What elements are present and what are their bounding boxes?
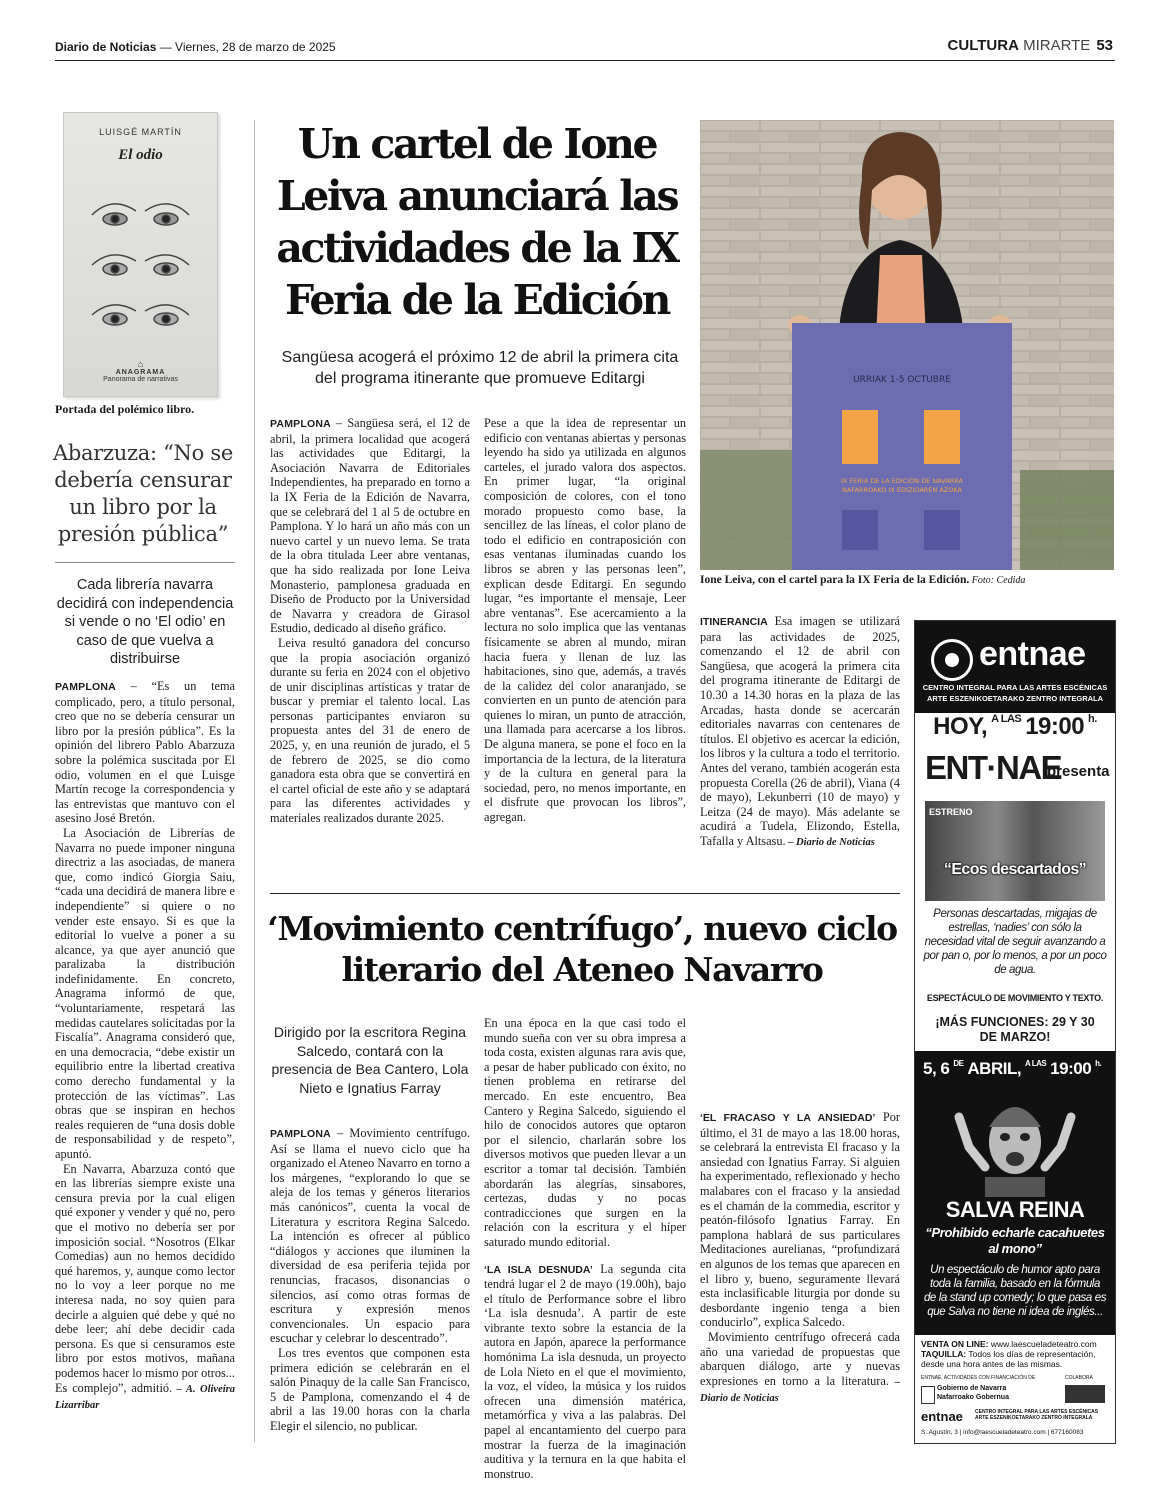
photo-caption-text: Ione Leiva, con el cartel para la IX Feria de la Edición. [700,574,970,586]
ecos-descartados-image [925,801,1105,901]
ad-online-line [921,1339,1111,1349]
publisher-name: ANAGRAMA [115,369,166,376]
ad-date2: 5, 6 [923,1059,950,1078]
second-paragraph-4: La segunda cita tendrá lugar el 2 de mayo (19.00h), bajo el título de Performance sobre el libro ‘La isla desnuda’. A partir de este vibrante texto sobre la estancia de la autora en Japón, aparece la performance homónima La isla desnuda, un proyecto de Lola Nieto en el que el movimiento, la voz, el vídeo, la música y los ruidos ofrecen una dimensión matérica, metamórfica y viva a las palabras. Del papel al encantamiento del cuerpo para mostrar la fuerza de la imaginación auditiva y la ternura en la que habita el monstruo. [484,1261,686,1481]
salva-reina-panel [915,1051,1115,1443]
ad-premiere-label: ESTRENO [929,807,973,817]
ad-time: 19:00 [1025,713,1085,740]
ad-more-shows: ¡MÁS FUNCIONES: 29 Y 30 DE MARZO! [935,1015,1095,1044]
main-signature: – Diario de Noticias [785,836,875,848]
ad-show2-title: “Prohibido echarle cacahuetes al mono” [925,1225,1105,1256]
ad-tagline-2: ARTE ESZENIKOETARAKO ZENTRO INTEGRALA [926,694,1104,703]
poster-line-2: NAFARROAKO IX EDIZIOAREN AZOKA [842,486,962,494]
ad-date2-sup: DE [953,1059,964,1068]
main-headline: Un cartel de Ione Leiva anunciará las actividades de la IX Feria de la Edición [276,120,678,324]
ad-show1-title: “Ecos descartados” [943,861,1087,878]
ad-show1-type: ESPECTÁCULO DE MOVIMIENTO Y TEXTO. [926,993,1104,1003]
ad-footer-brand: entnae [921,1409,963,1424]
second-signature: – Diario de Noticias [700,1376,900,1405]
second-paragraph-3: En una época en la que casi todo el mundo sueña con ver su obra impresa a toda costa, existen algunas rara avis que, a pesar de haber publicado con éxito, no tienen problema en retirarse del mercado. En este encuentro, Bea Cantero y Regina Salcedo, siguiendo el hilo de conocidos autores que optaron por el silencio, charlarán sobre los diversos motivos que pueden llevar a un escritor a tomar tal decisión. También abordarán las alegrías, sinsabores, certezas, dudas y no pocas contradicciones que surgen en la relación con la escritura y el híper saturado mundo editorial. [484,1016,686,1249]
section-name: CULTURA [947,37,1019,54]
photo-caption [700,574,1025,586]
second-paragraph-1: – Movimiento centrífugo. Así se llama el nuevo ciclo que ha organizado el Ateneo Navarro en torno a los márgenes, “explorando lo que se aleja de los temas y géneros literarios más canónicos”, cuenta la vocal de Literatura y escritora Regina Salcedo. La intención es ofrecer al público “diálogos y acciones que iluminen la diversidad de esa periferia tejida por renuncias, fracasos, disonancias o silencios, así como otras formas de escritura y expresión menos convencionales. Un espacio para escuchar y celebrar lo descentrado”. [270,1126,470,1346]
photo-credit: Foto: Cedida [969,575,1026,586]
side-paragraph-3: En Navarra, Abarzuza contó que en las librerías siempre existe una censura previa por la cual eligen qué exponer y vender y qué no, pero que el motivo no debería ser por imposición social. “Nosotros (Elkar Comedias) aun no hemos decidido qué haremos, y, aunque como lector no lo voy a leer porque no me interesa nada, no soy quien para decirle a alguien qué debe y qué no debe leer; ahí debe decidir cada persona. Es que si censuramos este libro por estos motivos, mañana podemos hacer lo mismo por otros... Es complejo”, admitió. [55,1161,235,1395]
ad-presents: presenta [1047,763,1110,780]
ad-tagline-1: CENTRO INTEGRAL PARA LAS ARTES ESCÉNICAS [922,683,1108,692]
main-story-column-1 [270,416,470,826]
main-paragraph-3: Pese a que la idea de representar un edificio con ventanas abiertas y personas leyendo ha sido ya utilizada en algunos carteles, el jurado valora dos aspectos. En primer lugar, “la original composición de colores, con el tono morado propuesto como base, la sencillez de las líneas, el color plano de todo el edificio en contraposición con esas ventanas iluminadas cuando los libros se abren y las personas leen”, explican desde Editargi. En segundo lugar, “es importante el mensaje, Leer abre ventanas”. Ese acercamiento a la lectura no solo implica que las ventanas físicamente se abren al mundo, miran hacia fuera y llenan de luz las habitaciones, sino que, además, a través de la calidez del color anaranjado, se convierten en un punto de atención para quienes lo miran, un punto de atracción, una llamada para acercarse a los libros. De alguna manera, se pone el foco en la importancia de la lectura, de la literatura y de la cultura en general para la sociedad, pero, no menos importante, en el disfrute que provocan los libros”, agregan. [484,416,686,825]
ad-date2-month: ABRIL, [967,1059,1022,1078]
ad-online-label: VENTA ON LINE: [921,1339,989,1349]
ad-show2-desc: Un espectáculo de humor apto para toda la familia, basado en la fórmula de la stand up comedy; lo que pasa es que Salva no tiene ni idea de inglés... [923,1264,1107,1318]
entnae-logo-icon [931,639,973,681]
ad-performer: SALVA REINA [945,1197,1085,1222]
cover-title: El odio [118,147,163,163]
cover-author: LUISGÉ MARTÍN [99,127,182,137]
main-paragraph-4: Esa imagen se utilizará para las actividades de 2025, comenzando el 12 de abril con Sangüesa, que acogerá la primera cita del programa itinerante de Editargi de 10.30 a 14.30 horas en la plaza de las Arcadas, hasta donde se acercarán editoriales navarras con centenares de títulos. El objetivo es acercar la edición, los libros y la cultura a todo el territorio. Antes del verano, también acogerán esta propuesta Corella (26 de abril), Viana (4 de mayo), Lekunberri (10 de mayo) y Leitza (24 de mayo). Más adelante se acudirá a Tudela, Elizondo, Estella, Tafalla y Altsasu. [700,614,900,848]
side-signature: – A. Oliveira Lizarribar [55,1383,235,1412]
itinerancia-kicker: ITINERANCIA [700,616,768,628]
ad-time2-prefix: A LAS [1025,1059,1047,1068]
ad-time-suffix: h. [1088,713,1097,725]
second-paragraph-5: Por último, el 31 de mayo a las 18.00 horas, se celebrará la entrevista El fracaso y la ansiedad con Ignatius Farray. Si alguien ha experimentado, reflexionado y hecho malabares con el fracaso y la ansiedad es el chamán de la commedia, escritor y peatón-filósofo Ignatius Farray. En pamplona hablará de sus particulares Meditaciones aurelianas, “profundizará en algunos de los temas que aparecen en el libro y, bueno, seguramente llevará esta inclasificable liturgia por donde su desbordante ingenio tenga a bien conducirlo”, explica Salcedo. [700,1110,900,1330]
running-header-right [948,37,1113,54]
ad-address: S. Agustín, 3 | info@laescueladeteatro.com | 677160083 [921,1429,1084,1436]
side-divider [55,562,235,563]
second-story-column-3 [700,1110,900,1407]
cover-caption: Portada del polémico libro. [55,402,195,416]
ad-time2: 19:00 [1050,1059,1092,1078]
side-story-body [55,679,235,1414]
second-paragraph-6: Movimiento centrífugo ofrecerá cada año una variedad de propuestas que abarquen diálogo, arte y nuevas expresiones en torno a la literatura. [700,1329,900,1388]
main-story-column-3 [700,614,900,851]
second-story-column-2 [484,1016,686,1481]
side-story-headline: Abarzuza: “No se debería censurar un libro por la presión pública” [53,441,233,546]
main-paragraph-1: – Sangüesa será, el 12 de abril, la primera localidad que acogerá las actividades que Editargi, la Asociación Navarra de Editoriales Independientes, ha preparado en torno a la IX Feria de la Edición de Navarra, que se celebrará del 1 al 5 de octubre en Pamplona. Y lo hará un año más con un nuevo cartel y un nuevo lema. Se trata de la obra titulada Leer abre ventanas, que ha sido realizada por Ione Leiva Monasterio, pamplonesa graduada en Diseño de Producto por la Universidad de Navarra y creadora de Girasol Estudio, dedicado al diseño gráfico. [270,416,470,636]
navarra-shield-icon [921,1386,935,1404]
header-rule [55,60,1115,61]
side-story-subhead: Cada librería navarra decidirá con independencia si vende o no ‘El odio’ en caso de que vuelva a distribuirse [56,577,234,667]
ad-funding: ENTNAE, ACTIVIDADES CON FINANCIACIÓN DE [921,1375,1036,1381]
collaborator-logo [1065,1385,1105,1403]
salva-reina-photo [945,1087,1085,1197]
entnae-advertisement [914,620,1116,1444]
second-story-column-1 [270,1126,470,1433]
photo-illustration [700,120,1114,570]
ad-brand-name: entnae [979,635,1086,673]
ad-collab: COLABORA [1065,1375,1093,1381]
ad-footer-tagline-2: ARTE ESZENIKOETARAKO ZENTRO INTEGRALA [975,1415,1093,1421]
publisher-collection: Panorama de narrativas [103,376,178,383]
cover-publisher: ⌂ ANAGRAMA Panorama de narrativas [64,359,217,383]
second-lead-city: PAMPLONA [270,1128,331,1140]
ad-time-prefix: A LAS [991,713,1022,725]
ad-company: ENT·NAE [925,749,1062,786]
ad-show1-desc: Personas descartadas, migajas de estrellas, ‘nadies’ con sólo la necesidad vital de seguir avanzando a por pan o, por lo menos, a por un poco de agua. [923,908,1107,976]
side-lead-city: PAMPLONA [55,681,116,693]
second-headline: ‘Movimiento centrífugo’, nuevo ciclo literario del Ateneo Navarro [267,909,897,989]
ad-gov-2: Nafarroako Gobernua [937,1394,1009,1401]
book-cover-image [63,112,218,397]
ad-today-line [915,713,1115,747]
cover-eyes-illustration [84,181,197,351]
main-story-column-2 [484,416,686,825]
fracaso-kicker: ‘EL FRACASO Y LA ANSIEDAD’ [700,1112,876,1124]
isla-desnuda-kicker: ‘LA ISLA DESNUDA’ [484,1263,593,1276]
issue-date: — Viernes, 28 de marzo de 2025 [156,40,336,54]
main-subhead: Sangüesa acogerá el próximo 12 de abril la primera cita del programa itinerante que promueve Editargi [281,349,679,387]
poster-dates: URRIAK 1-5 OCTUBRE [853,375,951,385]
side-paragraph-1: – “Es un tema complicado, pero, a título personal, creo que no se debería censurar un libro por la presión pública”. Es la opinión del librero Pablo Abarzuza sobre la polémica suscitada por El odio, volumen en el que Luisge Martín recoge la correspondencia y las entrevistas que mantuvo con el asesino José Bretón. [55,679,235,826]
second-subhead: Dirigido por la escritora Regina Salcedo, contará con la presencia de Bea Cantero, Lola Nieto e Ignatius Farray [271,1024,469,1096]
main-paragraph-2: Leiva resultó ganadora del concurso que la propia asociación organizó durante su feria en 2024 con el objetivo de unir disciplinas artísticas y tratar de buscar y premiar el talento local. Las personas participantes enviaron su propuesta antes del 31 de enero de 2025, y, en una reunión de jurado, el 5 de febrero de 2025, se dio como ganadora esta obra que se convertirá en el cartel oficial de este año y se adaptará para las diferentes actividades y materiales realizados durante 2025. [270,635,470,826]
ad-footer-tagline-1: CENTRO INTEGRAL PARA LAS ARTES ESCÉNICAS [975,1409,1099,1415]
ad-company-line [915,747,1115,795]
ad-date2-line [923,1059,1101,1079]
second-paragraph-2: Los tres eventos que componen esta primera edición se celebrarán en el salón Pinaquy de la calle San Francisco, 5 de Pamplona, comenzando el 4 de abril a las 19.00 horas con la charla Elegir el silencio, no publicar. [270,1345,470,1433]
ad-today: HOY, [933,713,988,740]
paper-name: Diario de Noticias [55,40,157,54]
poster-line-1: IX FERIA DE LA EDICIÓN DE NAVARRA [841,477,963,485]
ad-time2-suffix: h. [1095,1059,1102,1068]
ad-boxoffice-label: TAQUILLA: [921,1349,967,1359]
page-number: 53 [1096,37,1113,54]
column-rule [254,120,255,1442]
ad-ticket-info [915,1335,1115,1443]
ad-boxoffice-text: Todos los días de representación, desde una hora antes de las mismas. [921,1349,1096,1369]
ad-brand-band [915,621,1115,713]
ad-gov-1: Gobierno de Navarra [937,1385,1007,1392]
ad-online-url: www.laescueladeteatro.com [988,1339,1097,1349]
main-lead-city: PAMPLONA [270,418,331,430]
side-paragraph-2: La Asociación de Librerías de Navarra no puede imponer ninguna directriz a las asociadas, de manera que, como indicó Giorgia Saiu, “cada una decidirá de manera libre e independiente” si quiere o no vender este ensayo. Si es que la editorial lo vuelve a poner a su alcance, ya que ayer anunció que paralizaba la distribución indefinidamente. En concreto, Anagrama informó de que, “voluntariamente, respetará las medidas cautelares solicitadas por la Fiscalía”. Anagrama consideró que, en una democracia, “debe existir un equilibrio entre la libertad creativa como derecho fundamental y la protección de las víctimas”. Las obras que se inspiran en hechos reales requieren de “una dosis doble de responsabilidad y de respeto”, apuntó. [55,825,235,1161]
subsection-name: MIRARTE [1018,37,1091,54]
running-header-left [55,40,336,54]
story-divider [270,893,900,894]
ione-leiva-photo [700,120,1114,570]
ad-boxoffice-line [921,1349,1111,1369]
ad-footer-tagline [975,1409,1113,1421]
